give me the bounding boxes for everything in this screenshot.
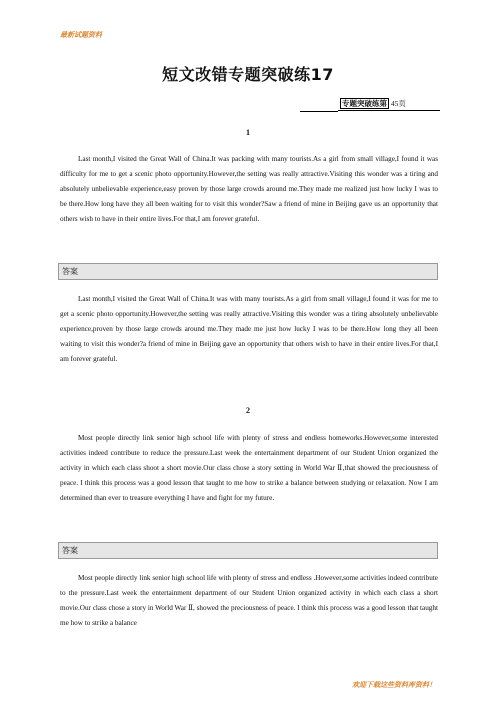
page-reference-label: 专题突破练第 (342, 99, 387, 108)
page-ref-underline (300, 111, 338, 112)
question-paragraph-1: Last month,I visited the Great Wall of China.It was packing with many tourists.As a girl from small village,I found it was difficulty for me to get a scenic photo opportunity.However,the setting was really attractive.Visiting this wonder was a tiring and absolutely unbelievable experience,easy proven by those large crowds around me.They made me realized just how lucky I was to be there.How long have they all been waiting for to visit this wonder?Saw a friend of mine in Beijing gave us an opportunity that others wish to have in their entire lives.For that,I am forever grateful. (60, 155, 438, 223)
question-paragraph-2: Most people directly link senior high school life with plenty of stress and endless homeworks.However,some interested activities indeed contribute to reduce the pressure.Last week the entertainment department of our Student Union organized the activity in which each class shoot a short movie.Our class chose a story setting in World War Ⅱ,that showed the preciousness of peace. I think this process was a good lesson that taught to me how to strike a balance between studying or relaxation. Now I am determined than ever to treasure everything I have and fight for my future. (60, 434, 438, 502)
answer-bar-2[interactable] (58, 542, 438, 559)
answer-label-2: 答案 (62, 546, 78, 555)
section-number-2: 2 (246, 406, 250, 415)
section-number-1: 1 (246, 128, 250, 137)
page-reference-number: 45页 (390, 99, 406, 108)
footer-tag: 欢迎下载这些资料库资料！ (352, 681, 436, 689)
answer-label-1: 答案 (62, 267, 78, 276)
answer-paragraph-2: Most people directly link senior high school life with plenty of stress and endless .However,some activities indeed contribute to the pressure.Last week the entertainment department of our Student Union organized activity in which each class a short movie.Our class chose a story in World War Ⅱ, showed the preciousness of peace. I think this process was a good lesson that taught me how to strike a balance (60, 574, 438, 627)
answer-paragraph-1: Last month,I visited the Great Wall of China.It was with many tourists.As a girl from small village,I found it was for me to get a scenic photo opportunity.However,the setting was really attractive.Visiting this wonder was a tiring absolutely unbelievable experience,proven by those large crowds around me.They made me just how lucky I was to be there.How long they all been waiting to visit this wonder?a friend of mine in Beijing gave an opportunity that others wish to have in their entire lives.For that,I am forever grateful. (60, 295, 438, 363)
page-reference (338, 98, 440, 111)
answer-bar-1[interactable] (58, 263, 438, 280)
header-tag: 最新试题资料 (60, 31, 102, 39)
page-title: 短文改错专题突破练17 (162, 65, 334, 84)
